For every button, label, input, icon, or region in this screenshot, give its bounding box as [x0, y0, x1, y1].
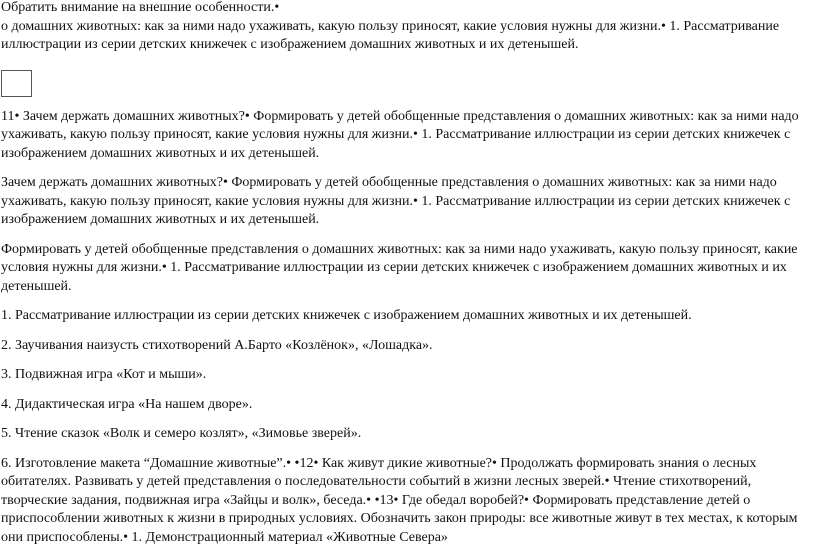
list-item-4: 4. Дидактическая игра «На нашем дворе».: [1, 396, 813, 415]
paragraph-11: 11• Зачем держать домашних животных?• Формировать у детей обобщенные представления о домашних животных: как за ними надо ухаживать, какую пользу приносят, какие условия нужны для жизни.• 1. Рассматривание иллюстрации из серии детских книжечек с изображением домашних животных и их детенышей.: [1, 108, 813, 164]
intro-paragraph: о домашних животных: как за ними надо ухаживать, какую пользу приносят, какие условия нужны для жизни.• 1. Рассматривание иллюстрации из серии детских книжечек с изображением домашних животных и их детенышей.: [1, 18, 813, 55]
image-placeholder: [1, 70, 32, 97]
paragraph-form-ideas: Формировать у детей обобщенные представления о домашних животных: как за ними надо ухаживать, какую пользу приносят, какие условия нужны для жизни.• 1. Рассматривание иллюстрации из серии детских книжечек с изображением домашних животных и их детенышей.: [1, 241, 813, 297]
list-item-6: 6. Изготовление макета “Домашние животные”.• •12• Как живут дикие животные?• Продолжать формировать знания о лесных обитателях. Развивать у детей представления о последовательности событий в жизни лесных зверей.• Чтение стихотворений, творческие задания, подвижная игра «Зайцы и волк», беседа.• •13• Где обедал воробей?• Формировать представление детей о приспособлении животных к жизни в природных условиях. Обозначить закон природы: все животные живут в тех местах, к которым они приспособлены.• 1. Демонстрационный материал «Животные Севера»: [1, 455, 813, 547]
intro-line: Обратить внимание на внешние особенности.•: [1, 0, 813, 18]
list-item-2: 2. Заучивания наизусть стихотворений А.Барто «Козлёнок», «Лошадка».: [1, 337, 813, 356]
list-item-1: 1. Рассматривание иллюстрации из серии детских книжечек с изображением домашних животных и их детенышей.: [1, 307, 813, 326]
list-item-3: 3. Подвижная игра «Кот и мыши».: [1, 366, 813, 385]
list-item-5: 5. Чтение сказок «Волк и семеро козлят», «Зимовье зверей».: [1, 425, 813, 444]
paragraph-why-keep-pets: Зачем держать домашних животных?• Формировать у детей обобщенные представления о домашних животных: как за ними надо ухаживать, какую пользу приносят, какие условия нужны для жизни.• 1. Рассматривание иллюстрации из серии детских книжечек с изображением домашних животных и их детенышей.: [1, 174, 813, 230]
